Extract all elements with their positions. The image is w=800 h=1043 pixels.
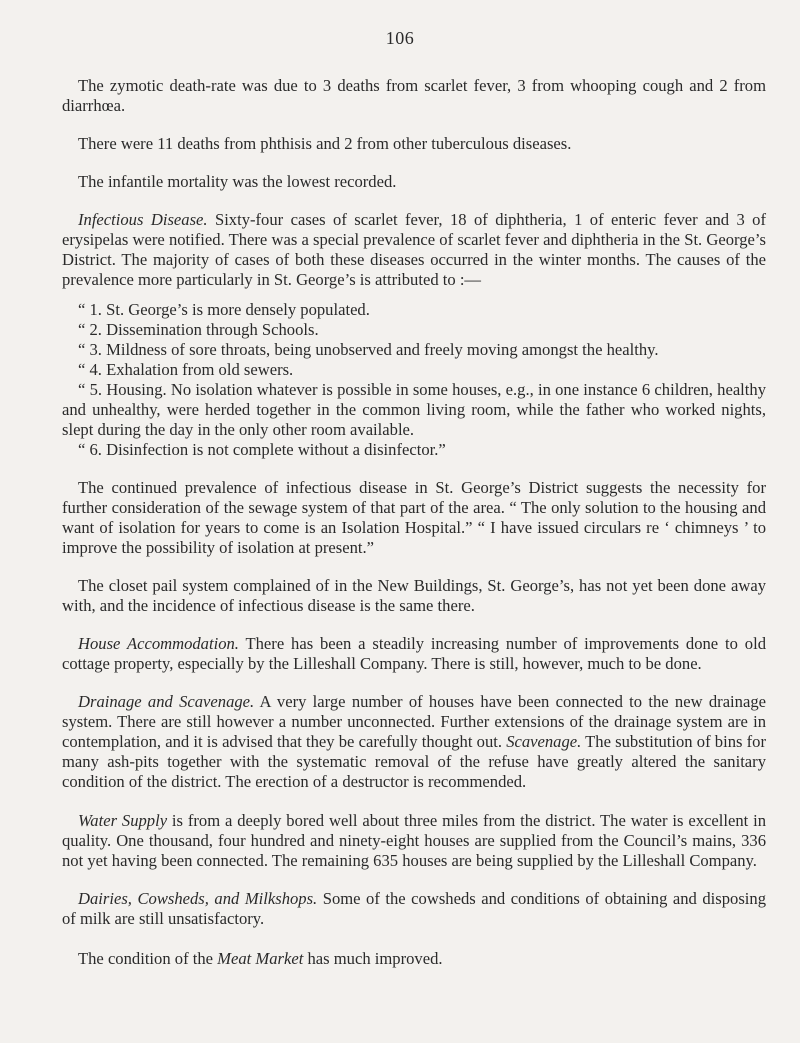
water-supply-text: is from a deeply bored well about three miles from the district. The water is excellent in quality. One thousand, four hundred and ninety-eight houses are supplied from the Council’s mains, 336 not yet having been connected. The remaining 635 houses are being supplied by the Lilleshall Company. [62, 811, 766, 870]
heading-drainage-scavenage: Drainage and Scavenage. [78, 692, 255, 711]
paragraph-dairies [62, 889, 766, 929]
infectious-disease-text: Sixty-four cases of scarlet fever, 18 of diphtheria, 1 of enteric fever and 3 of erysipelas were notified. There was a special prevalence of scarlet fever and diphtheria in the St. George’s District. The majority of cases of both these diseases occurred in the winter months. The causes of the prevalence more particularly in St. George’s is attributed to :— [62, 210, 766, 289]
cause-item: “ 6. Disinfection is not complete without a disinfector.” [78, 440, 446, 459]
paragraph-infantile-mortality: The infantile mortality was the lowest recorded. [78, 172, 397, 191]
paragraph-water-supply [62, 811, 766, 871]
document-body [62, 76, 766, 987]
cause-item: “ 1. St. George’s is more densely populated. [78, 300, 370, 319]
heading-meat-market: Meat Market [217, 949, 304, 968]
heading-scavenage: Scavenage. [506, 732, 582, 751]
paragraph-infectious-disease [62, 210, 766, 290]
paragraph-house-accommodation [62, 634, 766, 674]
paragraph-continued-prevalence: The continued prevalence of infectious disease in St. George’s District suggests the necessity for further consideration of the sewage system of that part of the area. “ The only solution to the housing and want of isolation for years to come is an Isolation Hospital.” “ I have issued circulars re ‘ chimneys ’ to improve the possibility of isolation at present.” [62, 478, 766, 557]
heading-water-supply: Water Supply [78, 811, 168, 830]
heading-infectious-disease: Infectious Disease. [78, 210, 208, 229]
cause-item: “ 4. Exhalation from old sewers. [78, 360, 294, 379]
page-number: 106 [385, 28, 415, 48]
paragraph-closet-pail: The closet pail system complained of in the New Buildings, St. George’s, has not yet been done away with, and the incidence of infectious disease is the same there. [62, 576, 766, 615]
scavenage-text: The substitution of bins for many ash-pits together with the systematic removal of the refuse have greatly altered the sanitary condition of the district. The erection of a destructor is recommended. [62, 732, 766, 791]
heading-house-accommodation: House Accommodation. [78, 634, 239, 653]
cause-item: “ 2. Dissemination through Schools. [78, 320, 319, 339]
paragraph-phthisis: There were 11 deaths from phthisis and 2 from other tuberculous diseases. [78, 134, 572, 153]
paragraph-zymotic: The zymotic death-rate was due to 3 deaths from scarlet fever, 3 from whooping cough and 2 from diarrhœa. [62, 76, 766, 115]
meat-market-suffix: has much improved. [303, 949, 443, 968]
paragraph-drainage-scavenage [62, 692, 766, 792]
meat-market-prefix: The condition of the [78, 949, 218, 968]
cause-item: “ 3. Mildness of sore throats, being unobserved and freely moving amongst the healthy. [78, 340, 659, 359]
causes-list [62, 300, 766, 460]
heading-dairies: Dairies, Cowsheds, and Milkshops. [78, 889, 318, 908]
drainage-text: A very large number of houses have been connected to the new drainage system. There are still however a number unconnected. Further extensions of the drainage system are in contemplation, and it is advised that they be carefully thought out. [62, 692, 766, 751]
cause-item: “ 5. Housing. No isolation whatever is possible in some houses, e.g., in one instance 6 children, healthy and unhealthy, were herded together in the common living room, while the father who worked nights, slept during the day in the only other room available. [62, 380, 766, 439]
paragraph-meat-market [62, 949, 766, 969]
house-accommodation-text: There has been a steadily increasing number of improvements done to old cottage property, especially by the Lilleshall Company. There is still, however, much to be done. [62, 634, 766, 673]
dairies-text: Some of the cowsheds and conditions of obtaining and disposing of milk are still unsatisfactory. [62, 889, 766, 928]
